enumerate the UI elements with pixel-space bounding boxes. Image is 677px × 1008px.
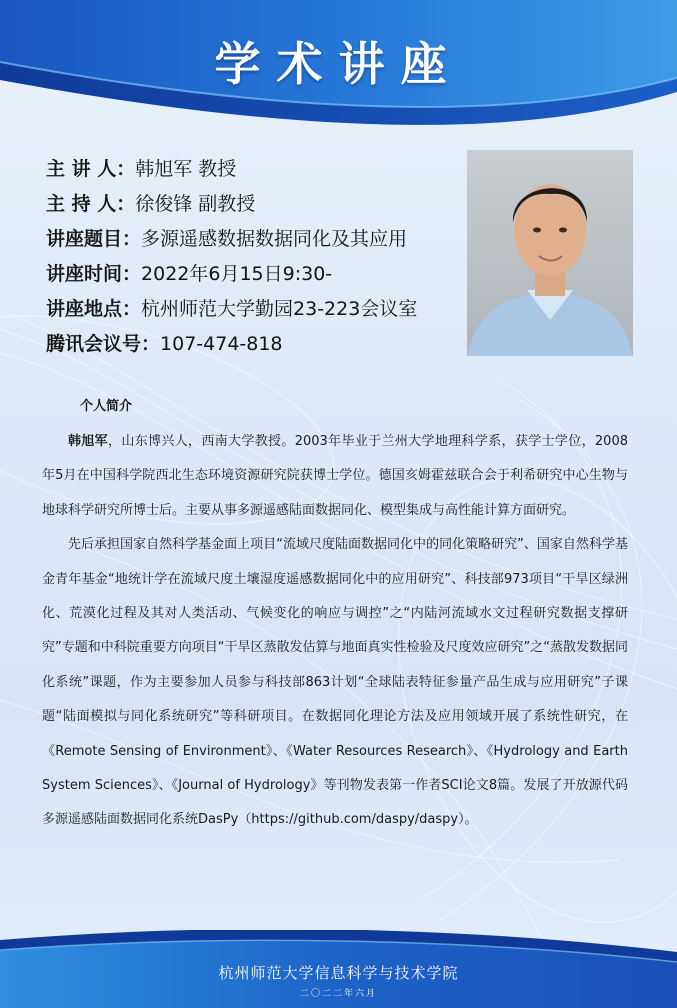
time-value: 2022年6月15日9:30- — [141, 263, 333, 285]
host-value: 徐俊锋 副教授 — [135, 193, 256, 215]
topic-row — [46, 222, 466, 257]
bio-paragraph-1-text: ，山东博兴人，西南大学教授。2003年毕业于兰州大学地理科学系，获学士学位，2008年5月在中国科学院西北生态环境资源研究院获博士学位。德国亥姆霍兹联合会于利希研究中心生物与地球科学研究所博士后。主要从事多源遥感陆面数据同化、模型集成与高性能计算方面研究。 — [42, 434, 628, 518]
place-row — [46, 292, 466, 327]
footer-date: 二〇二二年六月 — [299, 989, 377, 999]
bio-text — [42, 425, 628, 838]
host-label: 主 持 人： — [46, 193, 136, 215]
place-label: 讲座地点： — [46, 298, 142, 320]
speaker-value: 韩旭军 教授 — [135, 158, 237, 180]
time-row — [46, 257, 466, 292]
host-row — [46, 187, 466, 222]
speaker-row — [46, 152, 466, 187]
portrait-illustration — [467, 150, 633, 356]
bio-name: 韩旭军 — [68, 434, 109, 449]
footer-banner — [0, 930, 677, 1008]
speaker-label: 主 讲 人： — [46, 158, 136, 180]
speaker-photo — [467, 150, 633, 356]
footer-organization: 杭州师范大学信息科学与技术学院 — [218, 964, 459, 982]
topic-label: 讲座题目： — [46, 228, 142, 250]
lecture-info — [46, 152, 466, 362]
page-title: 学术讲座 — [214, 37, 463, 91]
bio-section-title: 个人简介 — [80, 399, 133, 414]
meeting-label: 腾讯会议号： — [46, 333, 161, 355]
bio-paragraph-2: 先后承担国家自然科学基金面上项目“流域尺度陆面数据同化中的同化策略研究”、国家自然科学基金青年基金“地统计学在流域尺度土壤湿度遥感数据同化中的应用研究”、科技部973项目“干旱区绿洲化、荒漠化过程及其对人类活动、气候变化的响应与调控”之“内陆河流域水文过程研究数据支撑研究”专题和中科院重要方向项目“干旱区蒸散发估算与地面真实性检验及尺度效应研究”之“蒸散发数据同化系统”课题，作为主要参加人员参与科技部863计划“全球陆表特征参量产品生成与应用研究”子课题“陆面模拟与同化系统研究”等科研项目。在数据同化理论方法及应用领域开展了系统性研究，在《Remote Sensing of Environment》、《Water Resources Research》、《Hydrology and Earth System Sciences》、《Journal of Hydrology》等刊物发表第一作者SCI论文8篇。发展了开放源代码多源遥感陆面数据同化系统DasPy（https://github.com/daspy/daspy）。 — [42, 537, 628, 828]
bio-paragraph-1 — [42, 425, 628, 528]
header-banner — [0, 0, 677, 140]
place-value: 杭州师范大学勤园23-223会议室 — [141, 298, 418, 320]
meeting-row — [46, 327, 466, 362]
meeting-value: 107-474-818 — [160, 333, 283, 355]
time-label: 讲座时间： — [46, 263, 142, 285]
topic-value: 多源遥感数据数据同化及其应用 — [141, 228, 408, 250]
